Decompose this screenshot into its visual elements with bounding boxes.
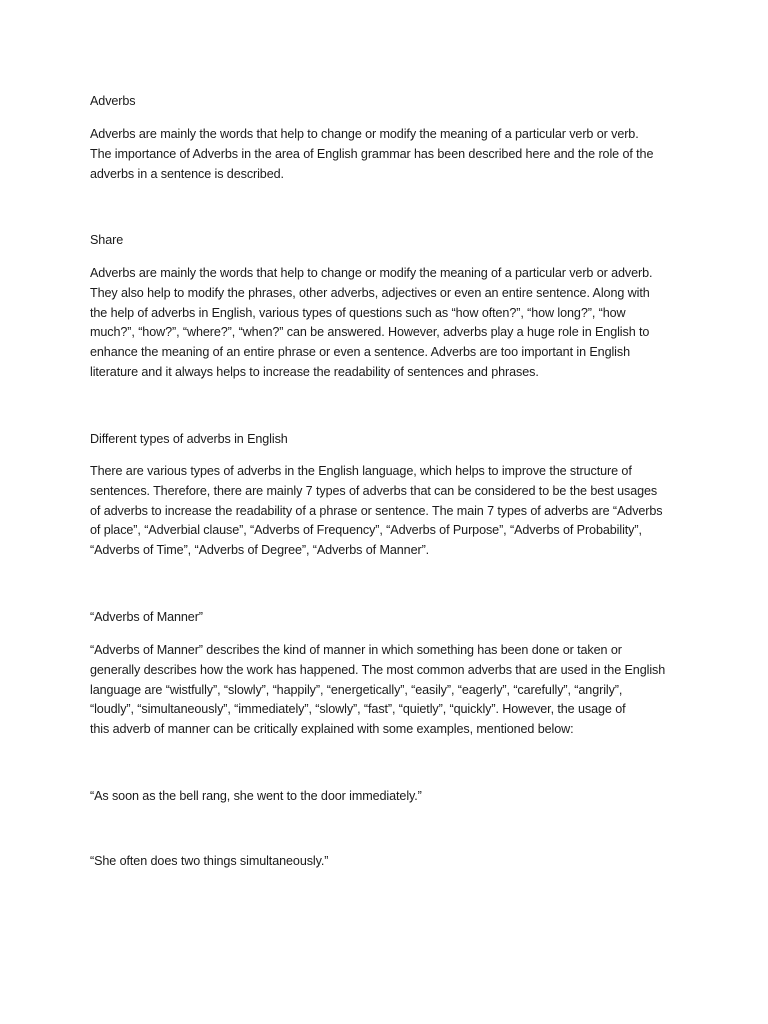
- example-sentence-1: [90, 787, 690, 807]
- heading-manner: [90, 608, 690, 628]
- paragraph-line: The importance of Adverbs in the area of English grammar has been described here and the role of the: [90, 146, 654, 161]
- paragraph-share: [90, 264, 690, 383]
- heading-adverbs: [90, 92, 690, 112]
- paragraph-line: generally describes how the work has happened. The most common adverbs that are used in the English: [90, 662, 666, 677]
- example-text: “As soon as the bell rang, she went to the door immediately.”: [90, 789, 422, 803]
- heading-types: [90, 430, 690, 450]
- paragraph-intro: [90, 125, 690, 184]
- paragraph-line: the help of adverbs in English, various types of questions such as “how often?”, “how long?”, “how: [90, 305, 626, 320]
- paragraph-line: much?”, “how?”, “where?”, “when?” can be answered. However, adverbs play a huge role in English to: [90, 325, 650, 340]
- paragraph-manner: [90, 641, 690, 740]
- heading-manner-text: “Adverbs of Manner”: [90, 610, 203, 624]
- paragraph-line: sentences. Therefore, there are mainly 7 types of adverbs that can be considered to be the best usages: [90, 483, 658, 498]
- paragraph-line: language are “wistfully”, “slowly”, “happily”, “energetically”, “easily”, “eagerly”, “carefully”, “angrily”,: [90, 682, 623, 697]
- heading-share-text: Share: [90, 233, 124, 247]
- paragraph-line: this adverb of manner can be critically explained with some examples, mentioned below:: [90, 722, 574, 737]
- paragraph-line: “Adverbs of Manner” describes the kind of manner in which something has been done or taken or: [90, 643, 622, 657]
- paragraph-line: They also help to modify the phrases, other adverbs, adjectives or even an entire sentence. Along with: [90, 285, 650, 300]
- example-text: “She often does two things simultaneously.”: [90, 854, 329, 868]
- paragraph-line: Adverbs are mainly the words that help to change or modify the meaning of a particular verb or adverb.: [90, 266, 653, 280]
- heading-share: [90, 231, 690, 251]
- paragraph-line: There are various types of adverbs in the English language, which helps to improve the structure of: [90, 464, 632, 478]
- paragraph-line: “Adverbs of Time”, “Adverbs of Degree”, “Adverbs of Manner”.: [90, 543, 430, 558]
- paragraph-line: “loudly”, “simultaneously”, “immediately”, “slowly”, “fast”, “quietly”, “quickly”. However, the usage of: [90, 702, 626, 717]
- paragraph-line: adverbs in a sentence is described.: [90, 166, 284, 181]
- paragraph-line: Adverbs are mainly the words that help to change or modify the meaning of a particular verb or verb.: [90, 127, 639, 141]
- heading-adverbs-text: Adverbs: [90, 94, 136, 108]
- paragraph-line: enhance the meaning of an entire phrase or even a sentence. Adverbs are too important in English: [90, 345, 630, 360]
- paragraph-types: [90, 462, 690, 561]
- paragraph-line: of place”, “Adverbial clause”, “Adverbs of Frequency”, “Adverbs of Purpose”, “Adverbs of Probability”,: [90, 523, 642, 538]
- paragraph-line: literature and it always helps to increase the readability of sentences and phrases.: [90, 364, 539, 379]
- heading-types-text: Different types of adverbs in English: [90, 432, 288, 446]
- paragraph-line: of adverbs to increase the readability of a phrase or sentence. The main 7 types of adverbs are “Adverbs: [90, 503, 663, 518]
- example-sentence-2: [90, 852, 690, 872]
